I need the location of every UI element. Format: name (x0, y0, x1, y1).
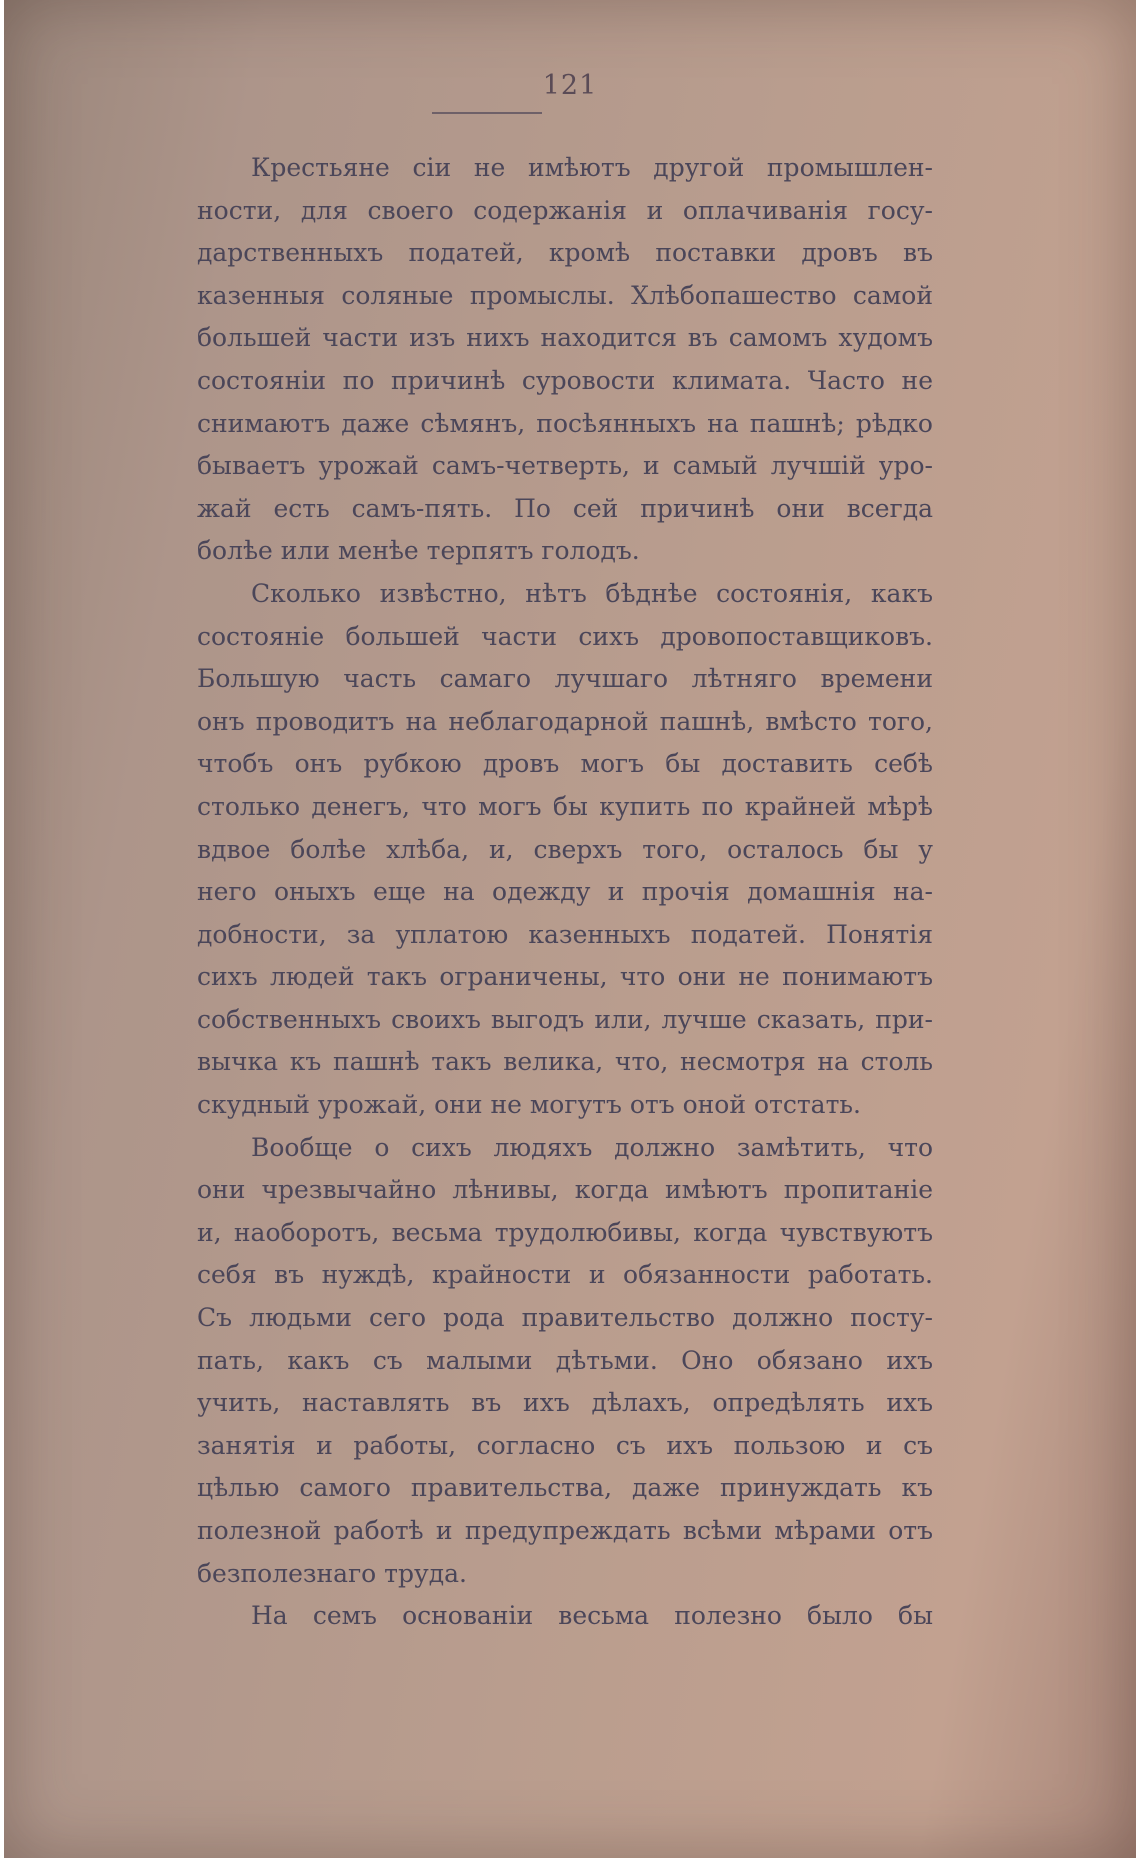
text-line: занятія и работы, согласно съ ихъ пользою и съ (197, 1430, 933, 1460)
text-line: вычка къ пашнѣ такъ велика, что, несмотря на столь (197, 1047, 933, 1077)
page-number: 121 (542, 70, 598, 101)
page-number-rule (432, 112, 542, 114)
text-line: Большую часть самаго лучшаго лѣтняго времени (197, 664, 933, 694)
text-line: Вообще о сихъ людяхъ должно замѣтить, что (251, 1132, 933, 1162)
text-line: Съ людьми сего рода правительство должно посту- (197, 1303, 933, 1333)
text-line: собственныхъ своихъ выгодъ или, лучше сказать, при- (197, 1004, 933, 1034)
text-line: него оныхъ еще на одежду и прочія домашнія на- (197, 877, 933, 907)
text-line: вдвое болѣе хлѣба, и, сверхъ того, осталось бы у (197, 834, 933, 864)
text-line: добности, за уплатою казенныхъ податей. Понятія (197, 919, 933, 949)
book-page (4, 0, 1136, 1858)
text-line: безполезнаго труда. (197, 1558, 467, 1588)
text-line: На семъ основаніи весьма полезно было бы (251, 1601, 933, 1631)
text-line: столько денегъ, что могъ бы купить по крайней мѣрѣ (197, 791, 933, 821)
text-line: большей части изъ нихъ находится въ самомъ худомъ (197, 323, 933, 353)
text-line: бываетъ урожай самъ-четверть, и самый лучшій уро- (197, 451, 933, 481)
text-line: онъ проводитъ на неблагодарной пашнѣ, вмѣсто того, (197, 706, 933, 736)
text-line: сихъ людей такъ ограничены, что они не понимаютъ (197, 962, 933, 992)
text-line: болѣе или менѣе терпятъ голодъ. (197, 536, 640, 566)
text-line: казенныя соляные промыслы. Хлѣбопашество самой (197, 280, 933, 310)
text-line: чтобъ онъ рубкою дровъ могъ бы доставить себѣ (197, 749, 933, 779)
text-line: они чрезвычайно лѣнивы, когда имѣютъ пропитаніе (197, 1175, 933, 1205)
body-text (197, 147, 933, 1638)
text-line: ности, для своего содержанія и оплачиванія госу- (197, 195, 933, 225)
text-line: себя въ нуждѣ, крайности и обязанности работать. (197, 1260, 933, 1290)
text-line: состояніе большей части сихъ дровопоставщиковъ. (197, 621, 933, 651)
text-line: учить, наставлять въ ихъ дѣлахъ, опредѣлять ихъ (197, 1388, 933, 1418)
text-line: Сколько извѣстно, нѣтъ бѣднѣе состоянія, какъ (251, 578, 933, 608)
text-line: Крестьяне сіи не имѣютъ другой промышлен- (251, 153, 933, 182)
text-line: пать, какъ съ малыми дѣтьми. Оно обязано ихъ (197, 1345, 933, 1375)
text-line: скудный урожай, они не могутъ отъ оной отстать. (197, 1090, 861, 1120)
text-line: жай есть самъ-пять. По сей причинѣ они всегда (197, 493, 933, 523)
text-line: и, наоборотъ, весьма трудолюбивы, когда чувствуютъ (197, 1217, 933, 1247)
text-line: дарственныхъ податей, кромѣ поставки дровъ въ (197, 238, 933, 268)
text-line: цѣлью самого правительства, даже принуждать къ (197, 1473, 933, 1503)
text-line: состояніи по причинѣ суровости климата. Часто не (197, 365, 933, 395)
text-line: снимаютъ даже сѣмянъ, посѣянныхъ на пашнѣ; рѣдко (197, 408, 933, 438)
text-line: полезной работѣ и предупреждать всѣми мѣрами отъ (197, 1516, 933, 1545)
